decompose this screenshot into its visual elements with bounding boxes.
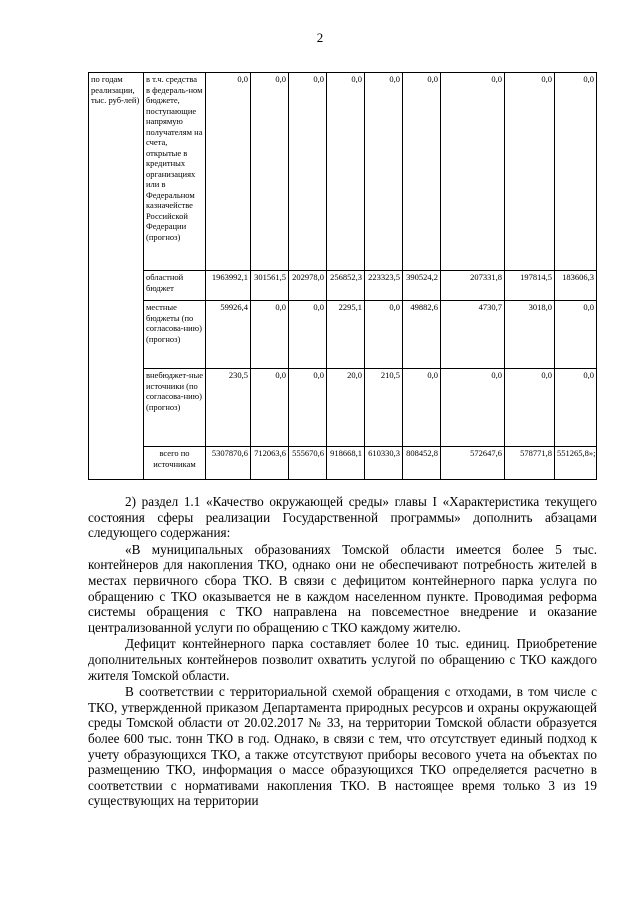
value-cell: 2295,1 [327, 301, 365, 369]
value-cell: 0,0 [505, 73, 555, 271]
value-cell: 712063,6 [251, 447, 289, 480]
value-cell: 0,0 [555, 73, 597, 271]
value-cell: 808452,8 [403, 447, 441, 480]
table-row [89, 271, 597, 301]
value-cell: 610330,3 [365, 447, 403, 480]
source-cell: всего по источникам [144, 447, 206, 480]
group-label-cell: по годам реализации, тыс. руб-лей) [89, 73, 144, 480]
value-cell: 0,0 [555, 301, 597, 369]
value-cell: 301561,5 [251, 271, 289, 301]
paragraph: «В муниципальных образованиях Томской области имеется более 5 тыс. контейнеров для накопления ТКО, однако они не обеспечивают потребность жителей в местах первичного сбора ТКО. В связи с дефицитом контейнерного парка услуга по обращению с ТКО оказывается не в каждом населенном пункте. Проводимая реформа системы обращения с ТКО направлена на повсеместное внедрение и оказание централизованной услуги по обращению с ТКО каждому жителю. [88, 541, 597, 635]
body-text [88, 494, 597, 809]
value-cell: 256852,3 [327, 271, 365, 301]
value-cell: 0,0 [251, 301, 289, 369]
value-cell: 223323,5 [365, 271, 403, 301]
value-cell: 0,0 [441, 369, 505, 447]
value-cell: 0,0 [289, 369, 327, 447]
value-cell: 183606,3 [555, 271, 597, 301]
page-number: 2 [316, 30, 324, 45]
paragraph: В соответствии с территориальной схемой обращения с отходами, в том числе с ТКО, утвержденной приказом Департамента природных ресурсов и охраны окружающей среды Томской области от 20.02.2017 № 33, на территории Томской области образуется более 600 тыс. тонн ТКО в год. Однако, в связи с тем, что отсутствует единый подход к учету образующихся ТКО, а также отсутствуют приборы весового учета на объектах по размещению ТКО, информация о массе образующихся ТКО определяется расчетно в соответствии с нормативами накопления ТКО. В настоящее время только 3 из 19 существующих на территории [88, 684, 597, 809]
value-cell: 918668,1 [327, 447, 365, 480]
value-cell: 0,0 [365, 301, 403, 369]
value-cell: 5307870,6 [206, 447, 251, 480]
value-cell: 0,0 [327, 73, 365, 271]
source-cell: местные бюджеты (по согласова-нию) (прогноз) [144, 301, 206, 369]
value-cell: 0,0 [403, 73, 441, 271]
value-cell: 49882,6 [403, 301, 441, 369]
value-cell: 0,0 [365, 73, 403, 271]
value-cell: 0,0 [555, 369, 597, 447]
value-cell: 59926,4 [206, 301, 251, 369]
value-cell: 555670,6 [289, 447, 327, 480]
value-cell: 551265,8»; [555, 447, 597, 480]
value-cell: 0,0 [289, 73, 327, 271]
value-cell: 1963992,1 [206, 271, 251, 301]
paragraph: 2) раздел 1.1 «Качество окружающей среды» главы I «Характеристика текущего состояния сферы реализации Государственной программы» дополнить абзацами следующего содержания: [88, 494, 597, 541]
table-row [89, 369, 597, 447]
value-cell: 197814,5 [505, 271, 555, 301]
value-cell: 390524,2 [403, 271, 441, 301]
value-cell: 0,0 [206, 73, 251, 271]
funding-table [88, 72, 597, 480]
value-cell: 572647,6 [441, 447, 505, 480]
paragraph: Дефицит контейнерного парка составляет более 10 тыс. единиц. Приобретение дополнительных контейнеров позволит охватить услугой по обращению с ТКО каждого жителя Томской области. [88, 636, 597, 683]
value-cell: 0,0 [505, 369, 555, 447]
table-row [89, 73, 597, 271]
value-cell: 0,0 [403, 369, 441, 447]
value-cell: 207331,8 [441, 271, 505, 301]
value-cell: 210,5 [365, 369, 403, 447]
table-row [89, 301, 597, 369]
value-cell: 3018,0 [505, 301, 555, 369]
value-cell: 4730,7 [441, 301, 505, 369]
source-cell: в т.ч. средства в федераль-ном бюджете, поступающие напрямую получателям на счета, открытые в кредитных организациях или в Федеральном казначействе Российской Федерации (прогноз) [144, 73, 206, 271]
value-cell: 0,0 [251, 73, 289, 271]
value-cell: 230,5 [206, 369, 251, 447]
table-row [89, 447, 597, 480]
value-cell: 0,0 [251, 369, 289, 447]
value-cell: 202978,0 [289, 271, 327, 301]
value-cell: 0,0 [441, 73, 505, 271]
value-cell: 0,0 [289, 301, 327, 369]
value-cell: 20,0 [327, 369, 365, 447]
source-cell: областной бюджет [144, 271, 206, 301]
source-cell: внебюджет-ные источники (по согласова-нию) (прогноз) [144, 369, 206, 447]
value-cell: 578771,8 [505, 447, 555, 480]
